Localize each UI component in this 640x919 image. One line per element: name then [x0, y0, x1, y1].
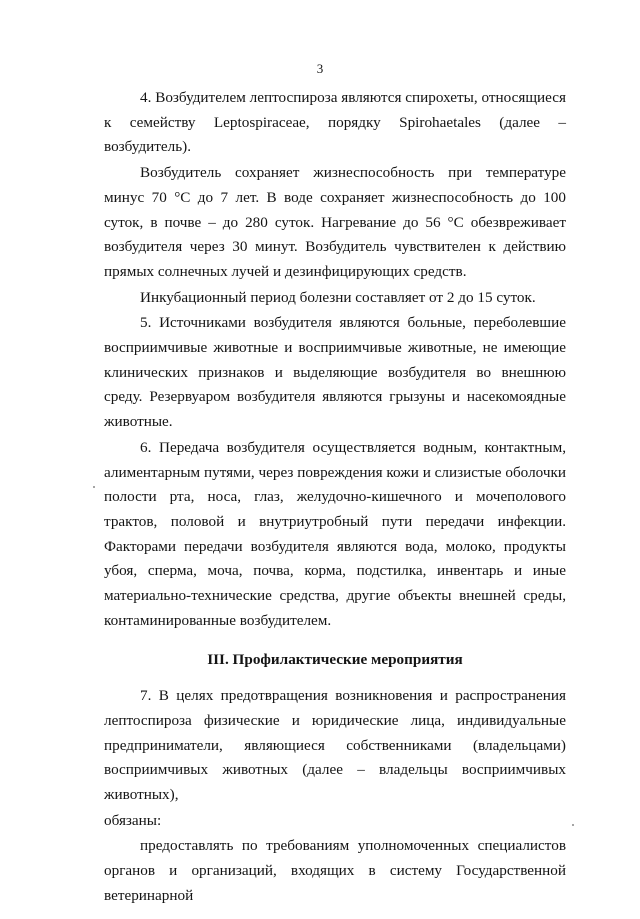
paragraph-7-obliged: обязаны: — [104, 811, 162, 829]
paragraph-6: 6. Передача возбудителя осуществляется водным, контактным, алиментарным путями, через повреждения кожи и слизистые оболочки полости рта, носа, глаз, желудочно-кишечного и мочеполового трактов, половой и внутриутробный пути передачи инфекции. Факторами передачи возбудителя являются вода, молоко, продукты убоя, сперма, моча, почва, корма, подстилка, инвентарь и иные материально-технические средства, другие объекты внешней среды, контаминированные возбудителем. — [104, 438, 566, 629]
paragraph-4: 4. Возбудителем лептоспироза являются спирохеты, относящиеся к семейству Leptospiraceae, порядку Spirohaetales (далее – возбудитель). — [104, 89, 566, 156]
paragraph-survival: Возбудитель сохраняет жизнеспособность при температуре минус 70 °С до 7 лет. В воде сохраняет жизнеспособность до 100 суток, в почве – до 280 суток. Нагревание до 56 °С обезвреживает возбудителя через 30 минут. Возбудитель чувствителен к действию прямых солнечных лучей и дезинфицирующих средств. — [104, 164, 566, 280]
scan-speck — [93, 486, 95, 488]
paragraph-7: 7. В целях предотвращения возникновения и распространения лептоспироза физические и юридические лица, индивидуальные предприниматели, являющиеся собственниками (владельцами) восприимчивых животных (далее – владельцы восприимчивых животных), — [104, 687, 566, 803]
document-body — [104, 86, 566, 909]
paragraph-7-item-1: предоставлять по требованиям уполномоченных специалистов органов и организаций, входящих в систему Государственной ветеринарной — [104, 837, 566, 904]
paragraph-incubation: Инкубационный период болезни составляет от 2 до 15 суток. — [140, 288, 536, 306]
page-number: 3 — [316, 61, 324, 76]
section-heading: III. Профилактические мероприятия — [207, 651, 463, 669]
scan-speck — [572, 824, 574, 826]
paragraph-5: 5. Источниками возбудителя являются больные, переболевшие восприимчивые животные и восприимчивые животные, не имеющие клинических признаков и выделяющие возбудителя во внешнюю среду. Резервуаром возбудителя являются грызуны и насекомоядные животные. — [104, 314, 566, 431]
